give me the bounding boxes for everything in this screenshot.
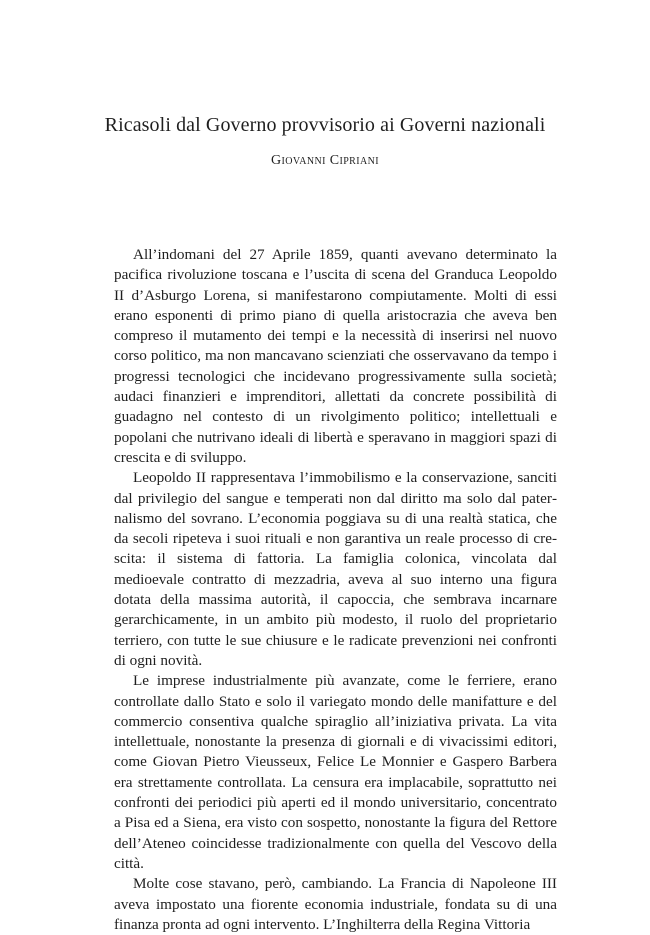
article-body bbox=[114, 245, 557, 935]
paragraph: Molte cose stavano, però, cambiando. La Francia di Napoleone III aveva impostato una fiorente economia industriale, fondata su di una finanza pronta ad ogni intervento. L’Inghilterra della Regina Vittoria bbox=[114, 875, 557, 933]
paragraph: All’indomani del 27 Aprile 1859, quanti avevano determinato la pacifica rivoluzione toscana e l’uscita di scena del Granduca Leopoldo II d’Asburgo Lorena, si manifestarono compiutamente. Molti di essi erano esponenti di primo piano di quella aristocrazia che aveva ben compreso il mutamento dei tempi e la necessità di inserirsi nel nuovo corso politico, ma non mancavano scienziati che osservavano da tempo i progressi tecnologici che incidevano progressivamente sulla società; audaci finanzieri e imprenditori, allettati da concrete possibilità di guadagno nel contesto di un rivolgimento politico; intellettuali e popolani che nutrivano ideali di libertà e speravano in maggiori spazi di crescita e di sviluppo. bbox=[114, 246, 557, 466]
paragraph: Leopoldo II rappresentava l’immobilismo e la conservazione, sanciti dal privilegio del sangue e temperati non dal diritto ma solo dal paternalismo del sovrano. L’economia poggiava su di una realtà statica, che da secoli ripeteva i suoi rituali e non garantiva un reale processo di crescita: il sistema di fattoria. La famiglia colonica, vincolata dal medioevale contratto di mezzadria, aveva al suo interno una figura dotata della massima autorità, il capoccia, che sembrava incarnare gerarchicamente, in un ambito più modesto, il ruolo del proprietario terriero, con tutte le sue chiusure e le radicate prevenzioni nei confronti di ogni novità. bbox=[114, 469, 557, 669]
article-title: Ricasoli dal Governo provvisorio ai Governi nazionali bbox=[104, 114, 546, 136]
article-author: Giovanni Cipriani bbox=[271, 153, 379, 168]
paragraph: Le imprese industrialmente più avanzate, come le ferriere, erano controllate dallo Stato e solo il variegato mondo delle manifatture e del commercio consentiva qualche spiraglio all’iniziativa privata. La vita intellettuale, nonostante la presenza di giornali e di vivacissimi editori, come Giovan Pietro Vieusseux, Felice Le Monnier e Gaspero Barbera era strettamente controllata. La censura era implacabile, soprattutto nei confronti dei periodici più aperti ed il mondo universitario, concentrato a Pisa ed a Siena, era visto con sospetto, nonostante la figura del Rettore dell’Ateneo coincidesse tradizionalmente con quella del Vescovo della città. bbox=[114, 672, 557, 872]
